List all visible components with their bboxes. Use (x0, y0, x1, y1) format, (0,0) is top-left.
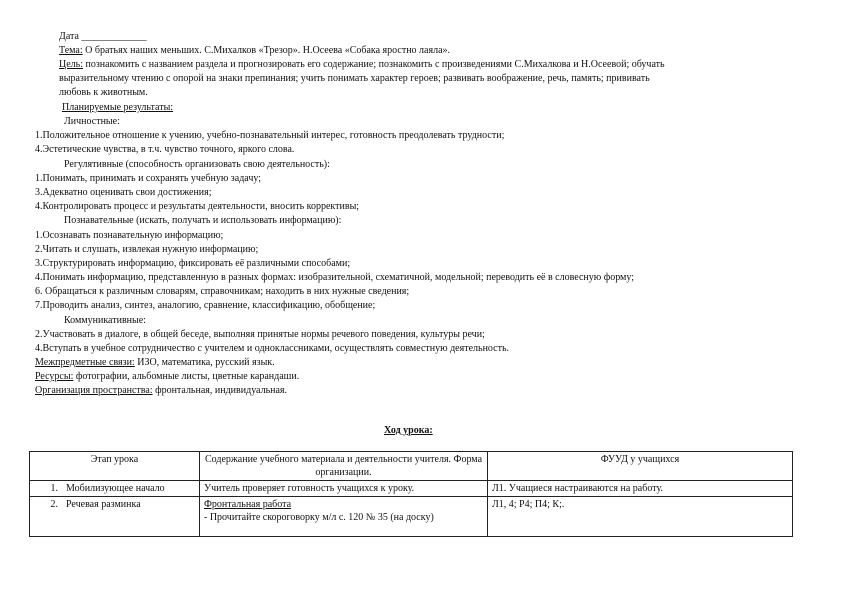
cognitive-item: 7.Проводить анализ, синтез, аналогию, сравнение, классификацию, обобщение; (35, 300, 376, 311)
communicative-item: 2.Участвовать в диалоге, в общей беседе, выполняя принятые нормы речевого поведения, культуры речи; (35, 329, 485, 340)
content-title: Фронтальная работа (204, 499, 292, 510)
regulatory-item: 3.Адекватно оценивать свои достижения; (35, 187, 212, 198)
stage-name: Речевая разминка (66, 499, 141, 510)
stage-name: Мобилизующее начало (66, 483, 165, 494)
goal-line-1 (59, 58, 665, 72)
interdisciplinary-line (35, 356, 275, 370)
space-label: Организация пространства: (35, 385, 153, 396)
content-cell (200, 481, 488, 497)
communicative-heading: Коммуникативные: (64, 315, 146, 326)
cognitive-item: 2.Читать и слушать, извлекая нужную информацию; (35, 244, 259, 255)
content-text: Учитель проверяет готовность учащихся к уроку. (204, 483, 415, 494)
planned-results-heading: Планируемые результаты: (62, 102, 174, 113)
cognitive-item: 3.Структурировать информацию, фиксировать её различными способами; (35, 258, 351, 269)
goal-line-3: любовь к животным. (59, 87, 148, 98)
table-header-row (30, 452, 793, 481)
space-line (35, 384, 287, 398)
content-cell (200, 497, 488, 537)
cognitive-item: 4.Понимать информацию, представленную в разных формах: изобразительной, схематичной, модельной; переводить её в словесную форму; (35, 272, 635, 283)
date-line (59, 30, 146, 44)
column-header-stage: Этап урока (30, 452, 200, 481)
table-row (30, 481, 793, 497)
communicative-item: 4.Вступать в учебное сотрудничество с учителем и одноклассниками, осуществлять совместную деятельность. (35, 343, 510, 354)
goal-label: Цель: (59, 59, 83, 70)
column-header-fuud: ФУУД у учащихся (488, 452, 793, 481)
topic-label: Тема: (59, 45, 83, 56)
regulatory-item: 4.Контролировать процесс и результаты деятельности, вносить коррективы; (35, 201, 360, 212)
lesson-table (29, 451, 793, 537)
personal-heading: Личностные: (64, 116, 120, 127)
personal-item: 4.Эстетические чувства, в т.ч. чувство точного, яркого слова. (35, 144, 295, 155)
cognitive-item: 1.Осознавать познавательную информацию; (35, 230, 224, 241)
cognitive-heading: Познавательные (искать, получать и использовать информацию): (64, 215, 342, 226)
fuud-cell: Л1, 4; Р4; П4; К;. (488, 497, 793, 537)
table-row (30, 497, 793, 537)
space-text: фронтальная, индивидуальная. (152, 385, 288, 396)
stage-number: 2. (50, 499, 58, 510)
resources-text: фотографии, альбомные листы, цветные карандаши. (73, 371, 300, 382)
interdisciplinary-label: Межпредметные связи: (35, 357, 135, 368)
fuud-cell: Л1. Учащиеся настраиваются на работу. (488, 481, 793, 497)
interdisciplinary-text: ИЗО, математика, русский язык. (134, 357, 275, 368)
topic-line (59, 44, 450, 58)
column-header-content: Содержание учебного материала и деятельности учителя. Форма организации. (200, 452, 488, 481)
date-label: Дата (59, 31, 79, 42)
goal-text-1: познакомить с названием раздела и прогнозировать его содержание; познакомить с произведениями С.Михалкова и Н.Осеевой; обучать (83, 59, 665, 70)
resources-line (35, 370, 299, 384)
content-text: - Прочитайте скороговорку м/л с. 120 № 35 (на доску) (204, 512, 434, 523)
stage-cell (30, 481, 200, 497)
regulatory-heading: Регулятивные (способность организовать свою деятельность): (64, 159, 330, 170)
course-title: Ход урока: (384, 425, 433, 436)
stage-cell (30, 497, 200, 537)
topic-text: О братьях наших меньших. С.Михалков «Трезор». Н.Осеева «Собака яростно лаяла». (82, 45, 451, 56)
stage-number: 1. (50, 483, 58, 494)
personal-item: 1.Положительное отношение к учению, учебно-познавательный интерес, готовность преодолевать трудности; (35, 130, 505, 141)
date-blank: _____________ (81, 31, 147, 42)
goal-line-2: выразительному чтению с опорой на знаки препинания; учить понимать характер героев; развивать воображение, речь, память; прививать (59, 73, 650, 84)
cognitive-item: 6. Обращаться к различным словарям, справочникам; находить в них нужные сведения; (35, 286, 410, 297)
resources-label: Ресурсы: (35, 371, 74, 382)
regulatory-item: 1.Понимать, принимать и сохранять учебную задачу; (35, 173, 262, 184)
